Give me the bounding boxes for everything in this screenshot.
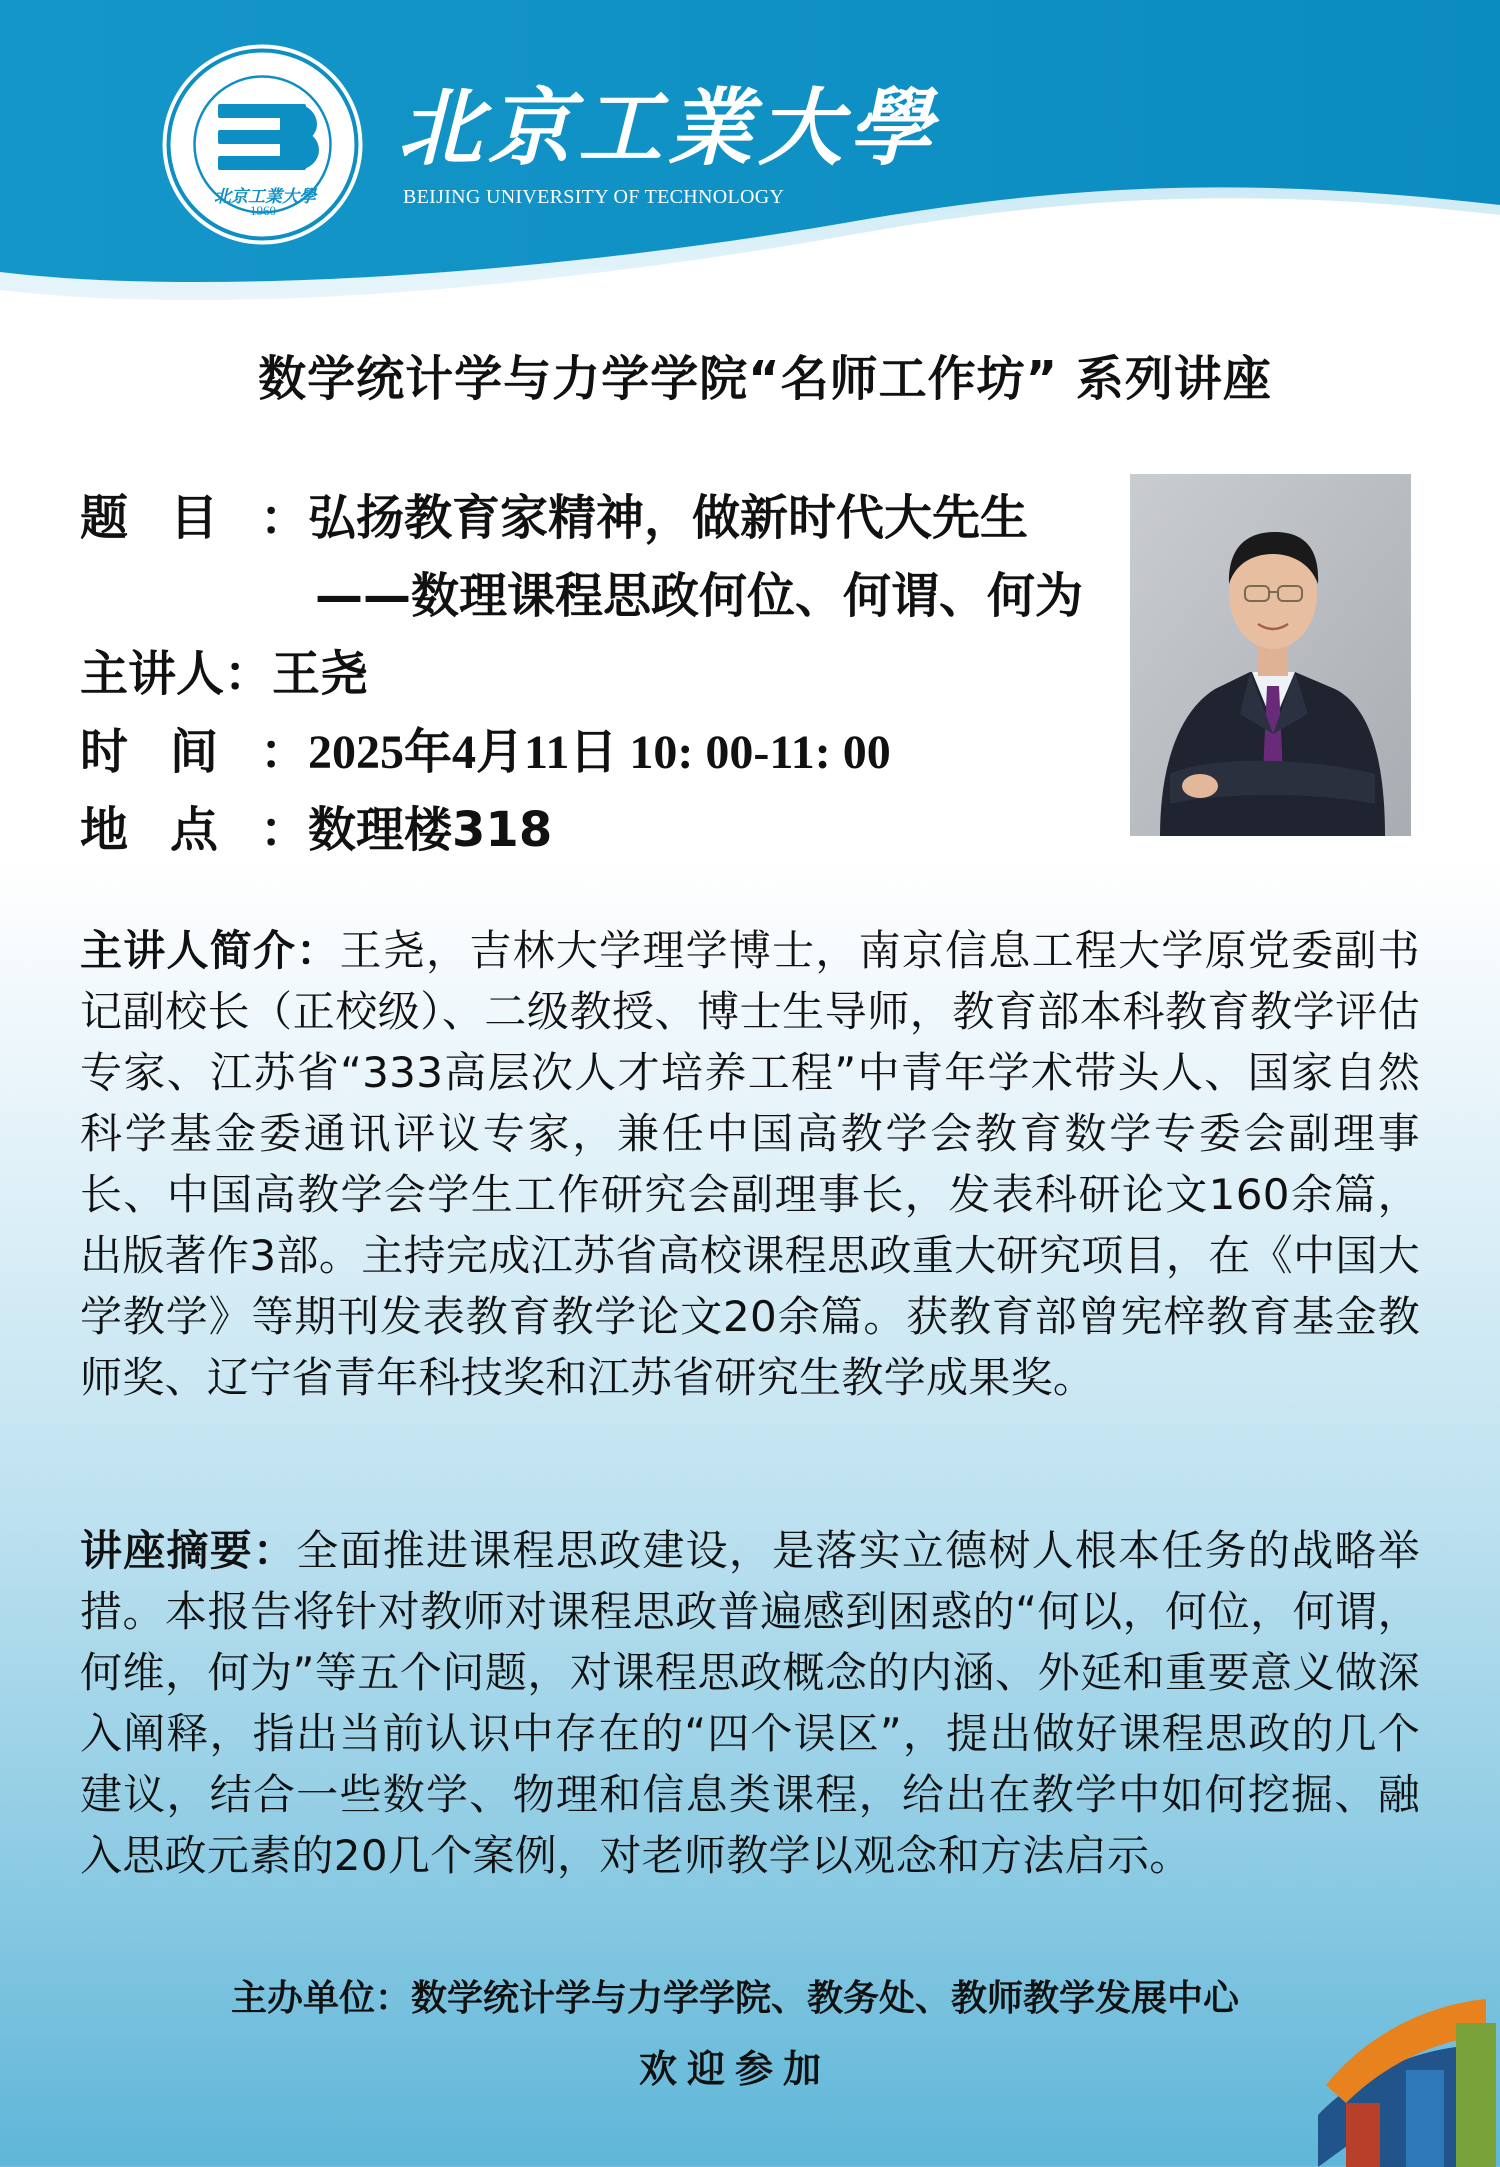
speaker-bio-label: 主讲人简介：	[80, 926, 340, 975]
speaker-portrait	[1130, 474, 1411, 836]
emblem-year: 1960	[250, 203, 276, 218]
speaker-label: 主讲人	[80, 646, 225, 702]
place-row	[80, 800, 552, 860]
topic-label: 题目	[80, 490, 261, 546]
topic-colon: ：	[260, 490, 309, 546]
speaker-row	[80, 644, 368, 704]
lecture-place: 数理楼318	[308, 802, 553, 858]
place-colon: ：	[260, 802, 309, 858]
organizer-line: 主办单位：数学统计学与力学学院、教务处、教师教学发展中心	[230, 1978, 1239, 2019]
lecture-date: 2025年4月11日	[308, 726, 618, 779]
speaker-name: 王尧	[272, 646, 369, 702]
lecture-abstract-label: 讲座摘要：	[80, 1526, 297, 1575]
college-corner-logo	[1306, 1975, 1496, 2167]
topic-subtitle: ——数理课程思政何位、何谓、何为	[315, 568, 1084, 624]
time-row	[80, 722, 891, 783]
place-label: 地点	[80, 802, 261, 858]
lecture-time: 10: 00-11: 00	[617, 726, 891, 779]
lecture-abstract-text: 全面推进课程思政建设，是落实立德树人根本任务的战略举措。本报告将针对教师对课程思政普遍感到困惑的“何以，何位，何谓，何维，何为”等五个问题，对课程思政概念的内涵、外延和重要意义做深入阐释，指出当前认识中存在的“四个误区”，提出做好课程思政的几个建议，结合一些数学、物理和信息类课程，给出在教学中如何挖掘、融入思政元素的20几个案例，对老师教学以观念和方法启示。	[80, 1526, 1420, 1880]
series-title: 数学统计学与力学学院“名师工作坊” 系列讲座	[258, 351, 1272, 407]
university-english-name: BEIJING UNIVERSITY OF TECHNOLOGY	[403, 186, 785, 208]
topic-row	[80, 488, 1028, 548]
speaker-colon: ：	[224, 646, 273, 702]
speaker-bio	[80, 920, 1420, 1408]
welcome-text: 欢迎参加	[638, 2047, 831, 2091]
speaker-bio-text: 王尧，吉林大学理学博士，南京信息工程大学原党委副书记副校长（正校级）、二级教授、博士生导师，教育部本科教育教学评估专家、江苏省“333高层次人才培养工程”中青年学术带头人、国家自然科学基金委通讯评议专家，兼任中国高教学会教育数学专委会副理事长、中国高教学会学生工作研究会副理事长，发表科研论文160余篇，出版著作3部。主持完成江苏省高校课程思政重大研究项目，在《中国大学教学》等期刊发表教育教学论文20余篇。获教育部曾宪梓教育基金教师奖、辽宁省青年科技奖和江苏省研究生教学成果奖。	[80, 926, 1420, 1402]
lecture-abstract	[80, 1520, 1420, 1886]
topic-title: 弘扬教育家精神，做新时代大先生	[308, 490, 1029, 546]
university-logo-wordmark: 北京工業大學	[398, 78, 939, 177]
emblem-chinese-name: 北京工業大學	[214, 187, 316, 207]
time-colon: ：	[260, 724, 309, 780]
time-label: 时间	[80, 724, 261, 780]
